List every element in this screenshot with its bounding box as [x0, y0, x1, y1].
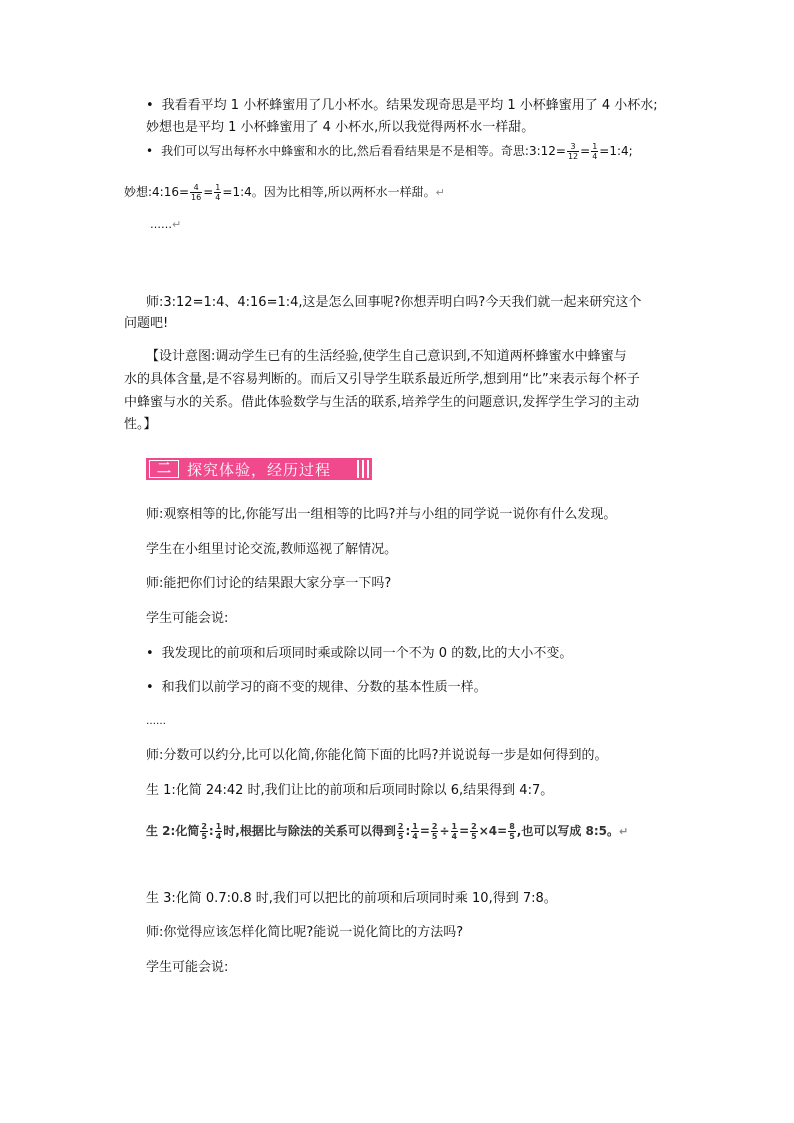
- bullet-icon: •: [146, 680, 154, 695]
- design-intent-line: 【设计意图:调动学生已有的生活经验,使学生自己意识到,不知道两杯蜂蜜水中蜂蜜与: [146, 349, 627, 364]
- ellipsis: ……: [146, 716, 166, 727]
- bullet-icon: •: [146, 144, 154, 158]
- text-run: 我发现比的前项和后项同时乘或除以同一个不为 0 的数,比的大小不变。: [161, 646, 573, 661]
- equals-sign: =: [419, 824, 430, 838]
- colon: :: [405, 824, 411, 838]
- bullet-item: [146, 644, 572, 664]
- teacher-line: 师:你觉得应该怎样化简比呢?能说一说化简比的方法吗?: [146, 925, 464, 940]
- fraction: $\frac{8}{5}$: [509, 822, 515, 841]
- teacher-line: 师:分数可以约分,比可以化简,你能化简下面的比吗?并说说每一步是如何得到的。: [146, 748, 608, 763]
- text-run: =1:4;: [599, 144, 633, 158]
- ellipsis: ……↵: [150, 218, 182, 231]
- text-run: ×4=: [478, 824, 508, 838]
- fraction: $\frac{3}{12}$: [567, 142, 579, 161]
- teacher-line: 师:能把你们讨论的结果跟大家分享一下吗?: [146, 576, 392, 591]
- teacher-line: 问题吧!: [124, 316, 169, 331]
- bullet-paragraph-1: [146, 96, 658, 116]
- return-mark-icon: ↵: [172, 218, 182, 231]
- equals-sign: =: [459, 824, 470, 838]
- fraction: $\frac{1}{4}$: [592, 142, 598, 161]
- student-equation-line: [146, 821, 628, 842]
- text-line: 我看看平均 1 小杯蜂蜜用了几小杯水。结果发现奇思是平均 1 小杯蜂蜜用了 4 小杯水;: [161, 98, 658, 113]
- fraction: $\frac{2}{5}$: [471, 822, 477, 841]
- colon: :: [208, 824, 214, 838]
- text-run: =1:4。因为比相等,所以两杯水一样甜。: [222, 185, 436, 199]
- fraction: $\frac{1}{4}$: [451, 822, 458, 841]
- text-run: 时,根据比与除法的关系可以得到: [223, 824, 396, 838]
- equals-sign: =: [580, 144, 591, 158]
- student-line: 学生可能会说:: [146, 611, 229, 626]
- teacher-line: 师:3:12=1:4、4:16=1:4,这是怎么回事呢?你想弄明白吗?今天我们就一起来研究这个: [146, 295, 642, 310]
- section-heading: [146, 458, 372, 480]
- bullet-item: [146, 678, 487, 698]
- bullet-icon: •: [146, 646, 154, 661]
- fraction: $\frac{2}{5}$: [201, 822, 207, 841]
- text-run: 和我们以前学习的商不变的规律、分数的基本性质一样。: [161, 680, 487, 695]
- teacher-line: 师:观察相等的比,你能写出一组相等的比吗?并与小组的同学说一说你有什么发现。: [146, 507, 617, 522]
- divide-sign: ÷: [439, 824, 450, 838]
- text-run: 妙想:4:16=: [124, 185, 190, 199]
- student-line: 生 1:化简 24:42 时,我们让比的前项和后项同时除以 6,结果得到 4:7。: [146, 783, 554, 798]
- fraction: $\frac{1}{4}$: [412, 822, 418, 841]
- student-line: 学生在小组里讨论交流,教师巡视了解情况。: [146, 542, 398, 557]
- student-line: 学生可能会说:: [146, 960, 229, 975]
- bullet-paragraph-2: [146, 141, 633, 161]
- text-line: 妙想也是平均 1 小杯蜂蜜用了 4 小杯水,所以我觉得两杯水一样甜。: [146, 120, 535, 135]
- fraction: $\frac{4}{16}$: [191, 183, 202, 202]
- equation-line: [124, 182, 445, 203]
- fraction: $\frac{1}{4}$: [215, 183, 221, 202]
- fraction: $\frac{2}{5}$: [397, 822, 404, 841]
- return-mark-icon: ↵: [435, 186, 445, 199]
- section-number: 二: [149, 460, 179, 478]
- decorative-stripes-icon: [357, 460, 369, 478]
- fraction: $\frac{1}{4}$: [215, 822, 222, 841]
- design-intent-line: 中蜂蜜与水的关系。借此体验数学与生活的联系,培养学生的问题意识,发挥学生学习的主动: [124, 395, 640, 410]
- fraction: $\frac{2}{5}$: [431, 822, 438, 841]
- design-intent-line: 水的具体含量,是不容易判断的。而后又引导学生联系最近所学,想到用“比”来表示每个杯子: [124, 372, 640, 387]
- text-run: ,也可以写成 8:5。: [516, 824, 620, 838]
- bullet-icon: •: [146, 98, 154, 113]
- student-line: 生 3:化简 0.7:0.8 时,我们可以把比的前项和后项同时乘 10,得到 7:8。: [146, 891, 557, 906]
- section-title: 探究体验，经历过程: [187, 460, 332, 479]
- design-intent-line: 性。】: [124, 417, 157, 432]
- return-mark-icon: ↵: [619, 825, 629, 838]
- text-run: 生 2:化简: [146, 824, 200, 838]
- text-run: 我们可以写出每杯水中蜂蜜和水的比,然后看看结果是不是相等。奇思:3:12=: [161, 144, 566, 158]
- equals-sign: =: [203, 185, 214, 199]
